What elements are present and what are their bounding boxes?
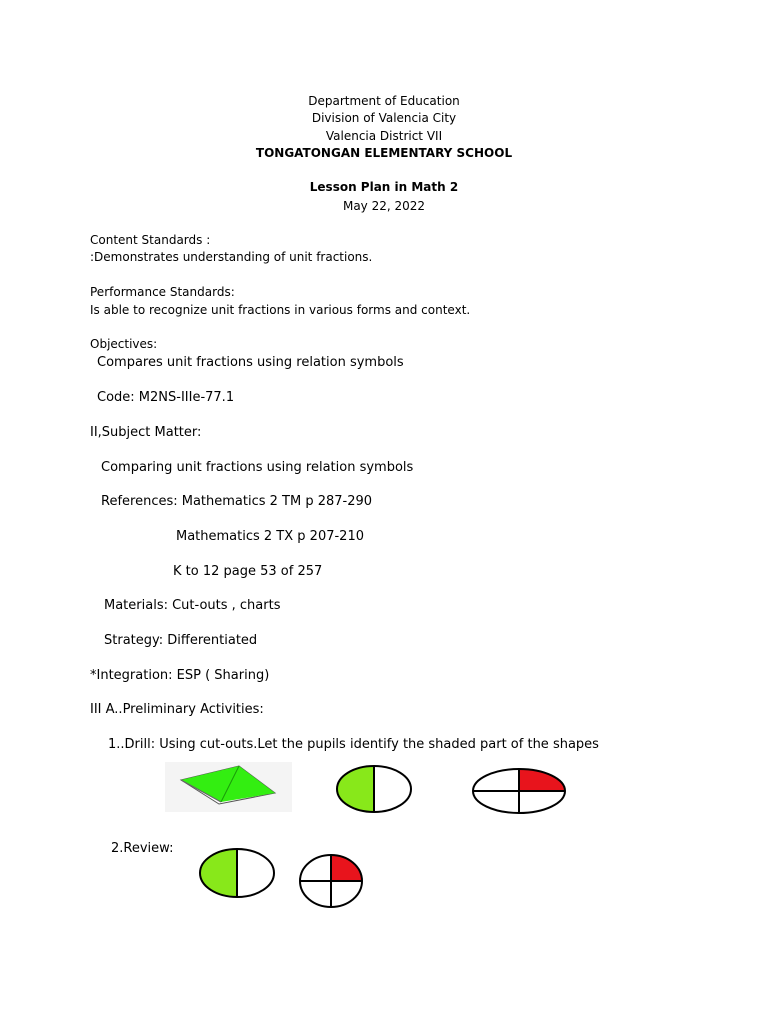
review-quarter-circle-shape <box>298 853 365 909</box>
review-line: 2.Review: <box>111 841 174 856</box>
drill-line: 1..Drill: Using cut-outs.Let the pupils identify the shaded part of the shapes <box>108 737 599 752</box>
references-line-2: Mathematics 2 TX p 207-210 <box>176 529 364 544</box>
references-line-3: K to 12 page 53 of 257 <box>173 564 323 579</box>
department-line: Department of Education <box>308 94 460 108</box>
content-standards-label: Content Standards : <box>90 233 211 247</box>
review-half-circle-shape <box>197 847 277 899</box>
objectives-text: Compares unit fractions using relation symbols <box>97 355 404 370</box>
school-name: TONGATONGAN ELEMENTARY SCHOOL <box>255 146 513 160</box>
performance-standards-text: Is able to recognize unit fractions in various forms and context. <box>90 303 471 317</box>
materials-line: Materials: Cut-outs , charts <box>104 598 281 613</box>
district-line: Valencia District VII <box>325 129 443 143</box>
objectives-label: Objectives: <box>90 337 158 351</box>
subject-matter-label: II,Subject Matter: <box>90 425 202 440</box>
preliminary-label: III A..Preliminary Activities: <box>90 702 264 717</box>
lesson-title: Lesson Plan in Math 2 <box>309 180 459 194</box>
drill-half-circle-shape <box>334 764 414 814</box>
performance-standards-label: Performance Standards: <box>90 285 235 299</box>
subject-matter-topic: Comparing unit fractions using relation symbols <box>101 460 414 475</box>
drill-quarter-circle-shape <box>470 767 569 815</box>
objectives-code: Code: M2NS-IIIe-77.1 <box>97 390 235 405</box>
strategy-line: Strategy: Differentiated <box>104 633 258 648</box>
references-line-1: References: Mathematics 2 TM p 287-290 <box>101 494 373 509</box>
integration-line: *Integration: ESP ( Sharing) <box>90 668 270 683</box>
division-line: Division of Valencia City <box>311 111 457 125</box>
lesson-date: May 22, 2022 <box>342 199 426 213</box>
content-standards-text: :Demonstrates understanding of unit fractions. <box>90 250 373 264</box>
drill-kite-shape <box>165 762 292 812</box>
